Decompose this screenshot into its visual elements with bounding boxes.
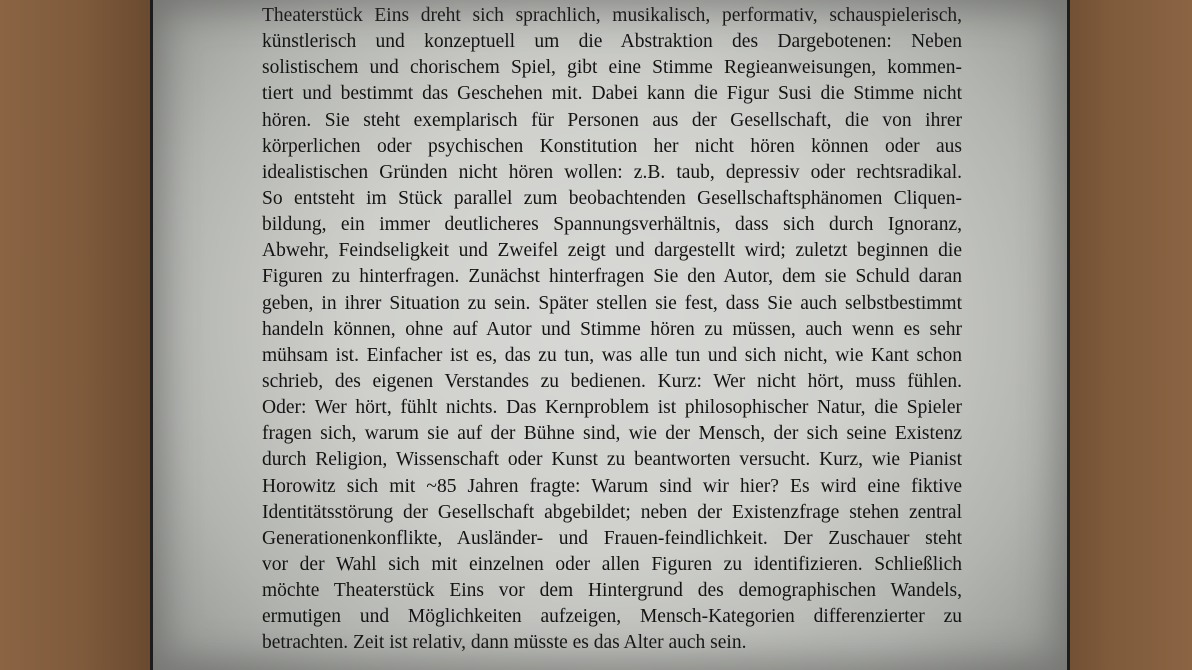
text-line: Identitätsstörung der Gesellschaft abgebildet; neben der Existenzfrage stehen zentral [262, 501, 962, 523]
text-line: künstlerisch und konzeptuell um die Abstraktion des Dargebotenen: Neben [262, 31, 962, 53]
text-line: vor der Wahl sich mit einzelnen oder allen Figuren zu identifizieren. Schließlich [262, 553, 962, 575]
text-line: Generationenkonflikte, Ausländer- und Frauen-feindlichkeit. Der Zuschauer steht [262, 527, 962, 549]
left-background-margin [0, 0, 150, 670]
text-line: So entsteht im Stück parallel zum beobachtenden Gesellschaftsphänomen Cliquen- [262, 187, 962, 209]
text-line: Horowitz sich mit ~85 Jahren fragte: Warum sind wir hier? Es wird eine fiktive [262, 475, 962, 497]
text-line: fragen sich, warum sie auf der Bühne sind, wie der Mensch, der sich seine Existenz [262, 423, 962, 445]
text-line: möchte Theaterstück Eins vor dem Hintergrund des demographischen Wandels, [262, 580, 962, 602]
text-line: Figuren zu hinterfragen. Zunächst hinterfragen Sie den Autor, dem sie Schuld daran [262, 266, 962, 288]
text-line: geben, in ihrer Situation zu sein. Später stellen sie fest, dass Sie auch selbstbestimmt [262, 292, 962, 314]
text-line: Abwehr, Feindseligkeit und Zweifel zeigt und dargestellt wird; zuletzt beginnen die [262, 240, 962, 262]
body-paragraph [262, 3, 962, 657]
text-line: tiert und bestimmt das Geschehen mit. Dabei kann die Figur Susi die Stimme nicht [262, 83, 962, 105]
text-line: solistischem und chorischem Spiel, gibt eine Stimme Regieanweisungen, kommen- [262, 57, 962, 79]
text-line: mühsam ist. Einfacher ist es, das zu tun, was alle tun und sich nicht, wie Kant schon [262, 344, 962, 366]
text-line-last: betrachten. Zeit ist relativ, dann müsste es das Alter auch sein. [262, 632, 747, 654]
text-line: schrieb, des eigenen Verstandes zu bedienen. Kurz: Wer nicht hört, muss fühlen. [262, 370, 962, 392]
text-line: ermutigen und Möglichkeiten aufzeigen, Mensch-Kategorien differenzierter zu [262, 606, 962, 628]
text-line: Oder: Wer hört, fühlt nichts. Das Kernproblem ist philosophischer Natur, die Spieler [262, 397, 962, 419]
text-line: bildung, ein immer deutlicheres Spannungsverhältnis, dass sich durch Ignoranz, [262, 214, 962, 236]
text-line: Theaterstück Eins dreht sich sprachlich, musikalisch, performativ, schauspielerisch, [262, 5, 962, 26]
text-line: hören. Sie steht exemplarisch für Personen aus der Gesellschaft, die von ihrer [262, 109, 962, 131]
text-line: handeln können, ohne auf Autor und Stimme hören zu müssen, auch wenn es sehr [262, 318, 962, 340]
text-line: durch Religion, Wissenschaft oder Kunst zu beantworten versucht. Kurz, wie Pianist [262, 449, 962, 471]
document-page [150, 0, 1070, 670]
text-line: körperlichen oder psychischen Konstitution her nicht hören können oder aus [262, 135, 962, 157]
text-line: idealistischen Gründen nicht hören wollen: z.B. taub, depressiv oder rechtsradikal. [262, 161, 962, 183]
